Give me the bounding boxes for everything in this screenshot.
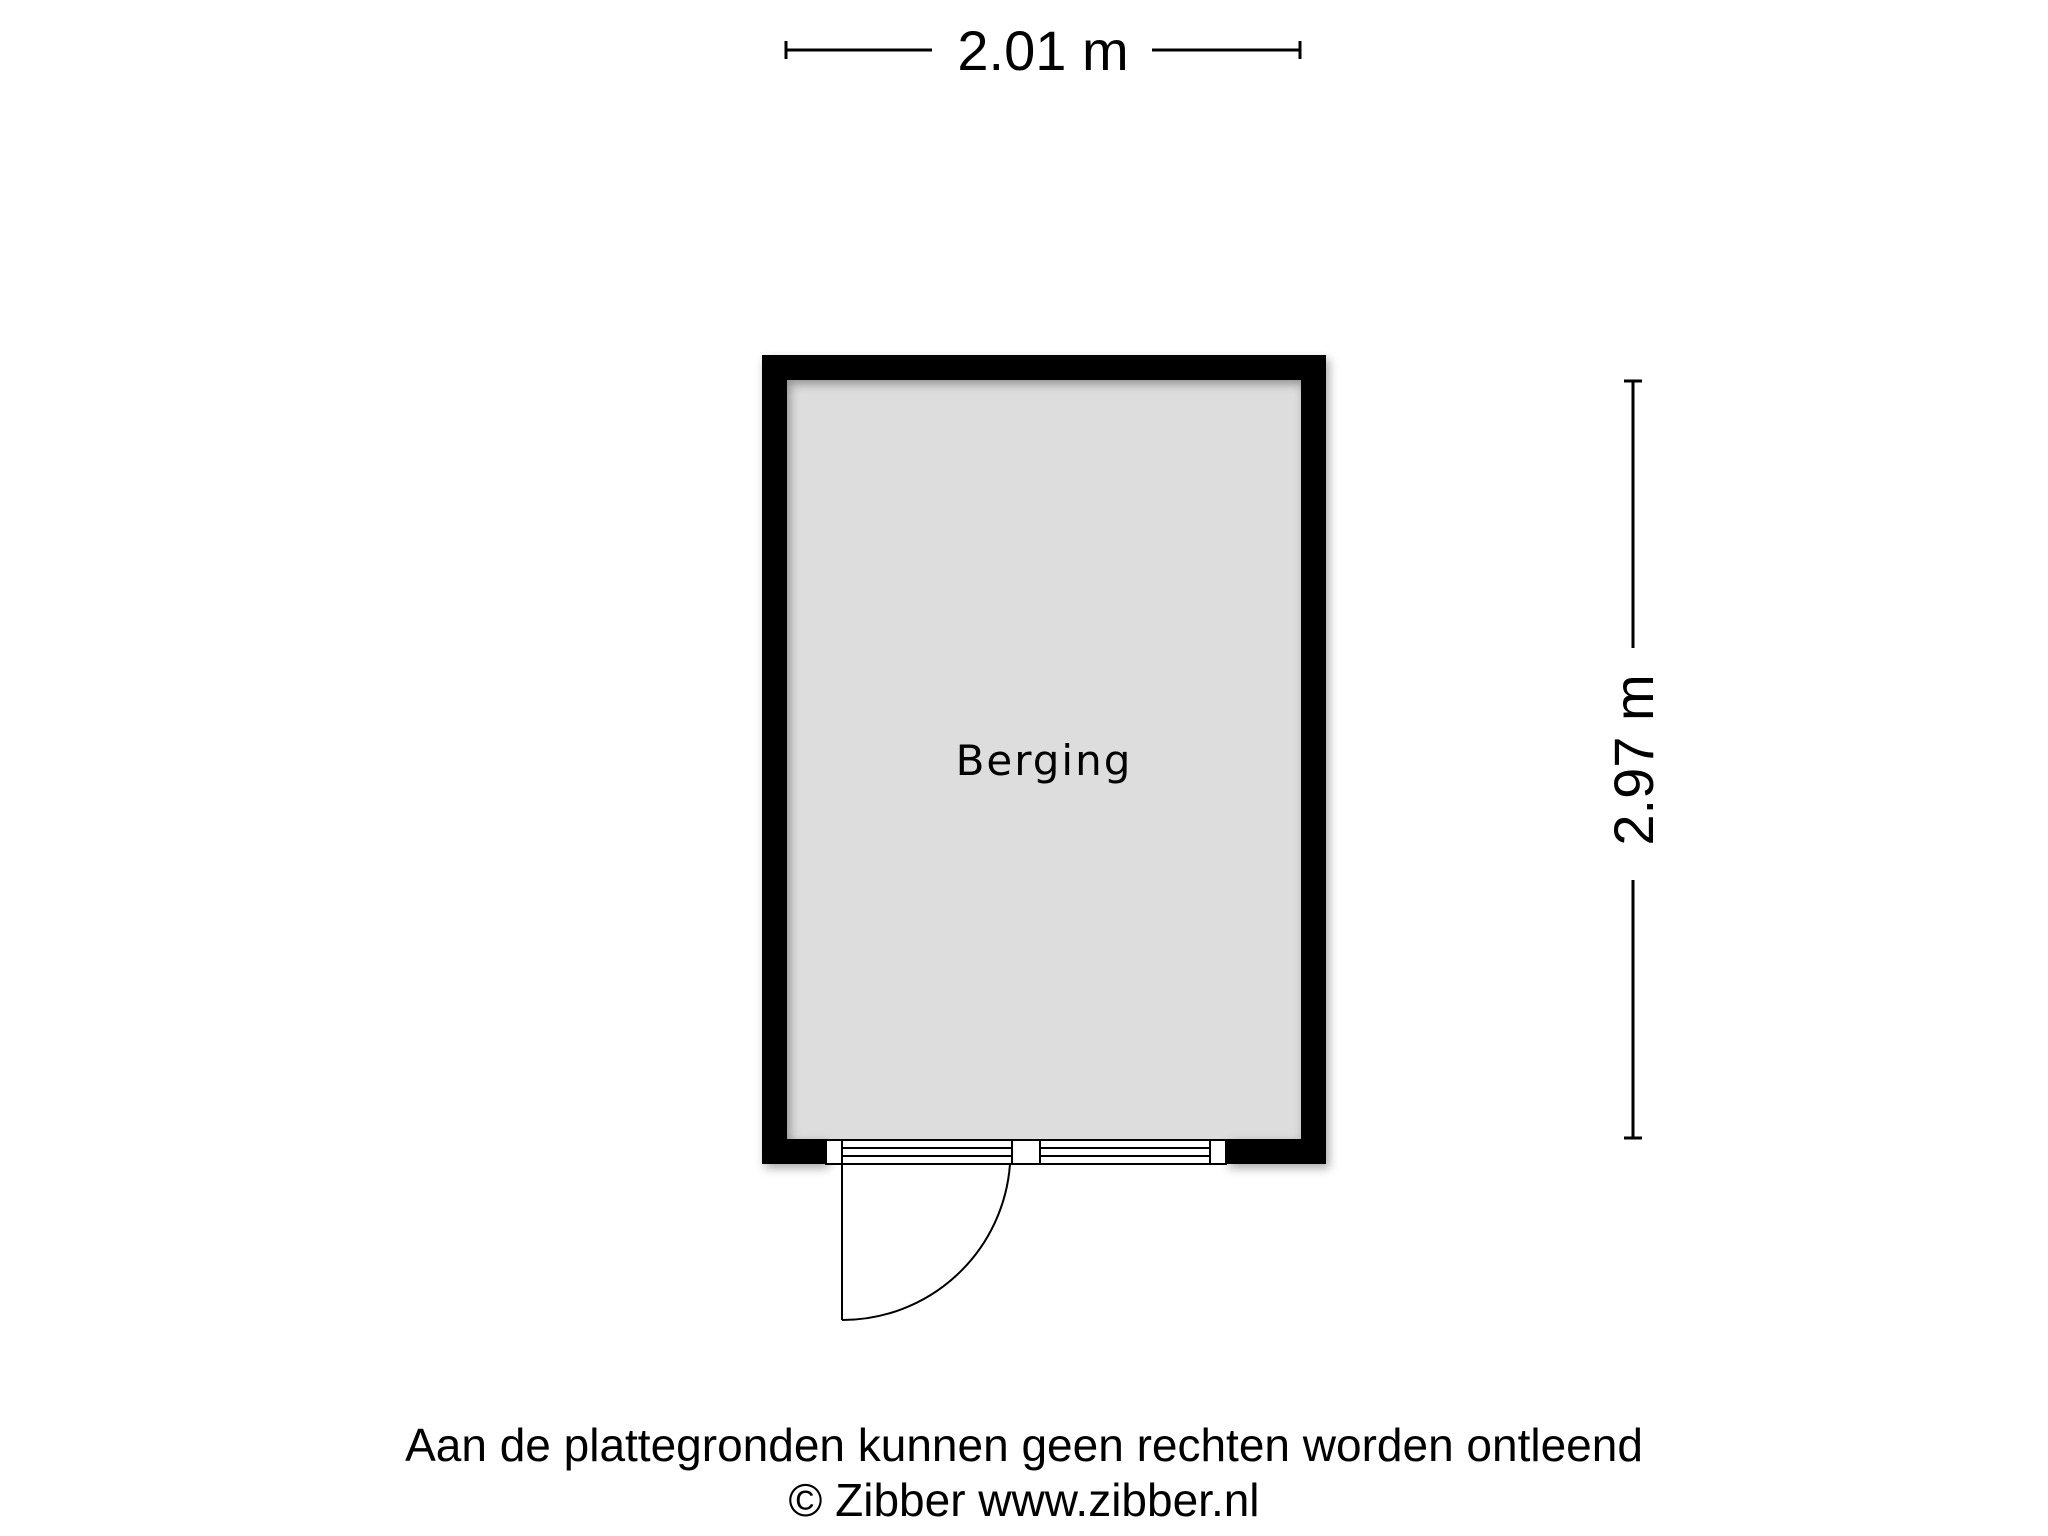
- room-label: Berging: [955, 736, 1133, 785]
- depth-dimension: [1602, 381, 1665, 1138]
- width-dimension: [786, 19, 1300, 82]
- copyright-text: © Zibber www.zibber.nl: [788, 1474, 1260, 1526]
- disclaimer-text: Aan de plattegronden kunnen geen rechten worden ontleend: [405, 1419, 1643, 1471]
- door-opening: [826, 1140, 1226, 1164]
- depth-label: 2.97 m: [1602, 674, 1665, 846]
- width-label: 2.01 m: [957, 19, 1129, 82]
- door-swing: [842, 1164, 1010, 1320]
